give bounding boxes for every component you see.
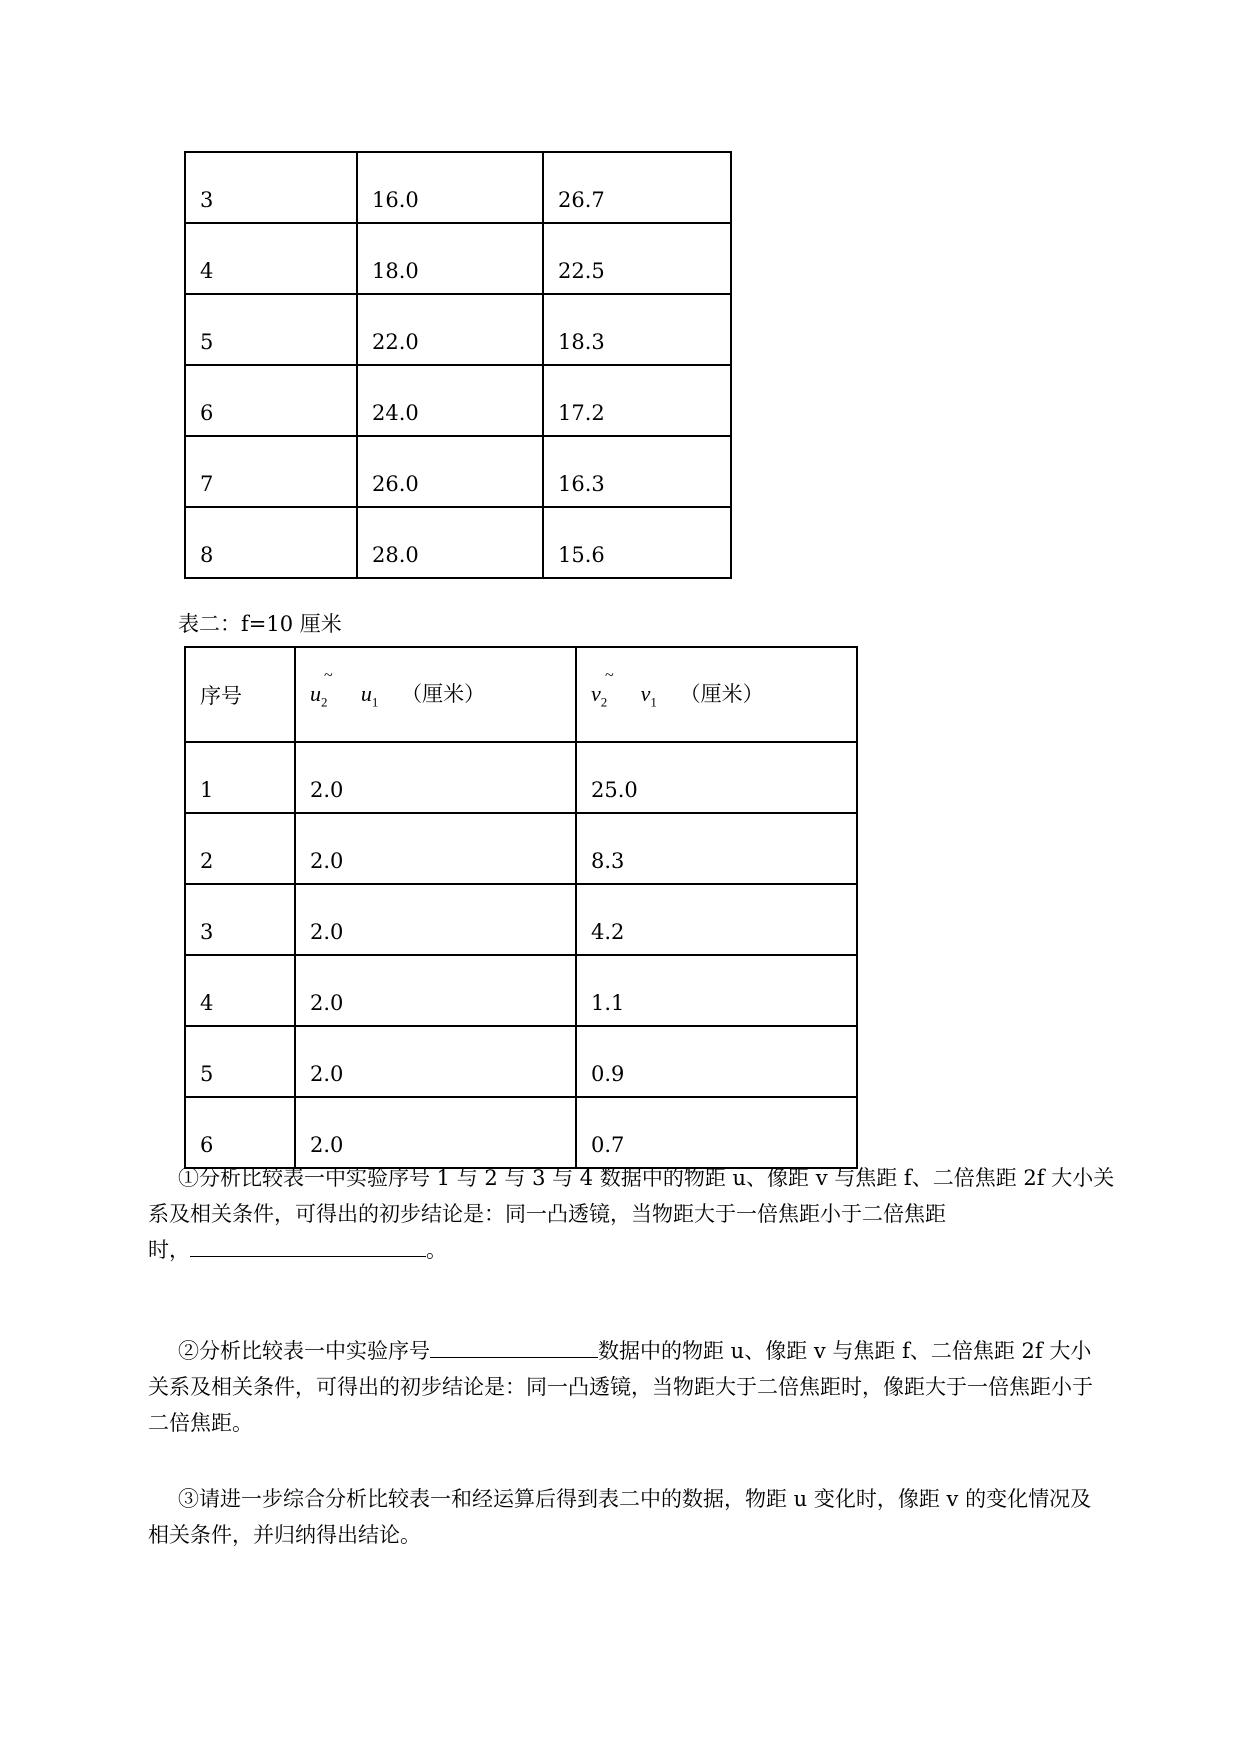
table-row [185, 436, 731, 507]
table-cell: 1 [185, 742, 295, 813]
table-row [185, 884, 857, 955]
answer-blank-1[interactable] [190, 1232, 426, 1257]
table-row [185, 955, 857, 1026]
table-row [185, 742, 857, 813]
table-cell: 4 [185, 955, 295, 1026]
table2-caption: 表二：f=10 厘米 [178, 612, 342, 636]
table-cell: 4.2 [576, 884, 857, 955]
table-cell: 17.2 [543, 365, 731, 436]
header-v-unit: （厘米） [679, 682, 764, 707]
question-3: ③请进一步综合分析比较表一和经运算后得到表二中的数据，物距 u 变化时，像距 v 的变化情况及 相关条件，并归纳得出结论。 [148, 1487, 1092, 1547]
table-cell: 2.0 [295, 1026, 576, 1097]
table-cell: 2.0 [295, 813, 576, 884]
u1-symbol: $u_1$ [360, 681, 379, 710]
header-u-unit: （厘米） [401, 682, 486, 707]
table-cell: 18.0 [357, 223, 543, 294]
table-cell: 25.0 [576, 742, 857, 813]
table-cell: 18.3 [543, 294, 731, 365]
table-cell: 6 [185, 1097, 295, 1168]
table-cell: 16.3 [543, 436, 731, 507]
header-index: 序号 [185, 647, 295, 742]
table-cell: 0.9 [576, 1026, 857, 1097]
table-cell: 22.0 [357, 294, 543, 365]
table-cell: 24.0 [357, 365, 543, 436]
table-cell: 5 [185, 1026, 295, 1097]
table-row [185, 294, 731, 365]
table-cell: 5 [185, 294, 357, 365]
table-cell: 3 [185, 152, 357, 223]
table-row [185, 365, 731, 436]
table-cell: 3 [185, 884, 295, 955]
table-row [185, 507, 731, 578]
table-row [185, 152, 731, 223]
table-row [185, 1097, 857, 1168]
data-table-2 [184, 646, 858, 1169]
table-row [185, 223, 731, 294]
table-cell: 8 [185, 507, 357, 578]
table-row [185, 813, 857, 884]
table-cell: 7 [185, 436, 357, 507]
table-cell: 2.0 [295, 955, 576, 1026]
table-cell: 2 [185, 813, 295, 884]
question-1: ①分析比较表一中实验序号 1 与 2 与 3 与 4 数据中的物距 u、像距 v 与焦距 f、二倍焦距 2f 大小关 系及相关条件，可得出的初步结论是：同一凸透镜，当物距大于一倍焦距小于二倍焦距 时， 。 [148, 1166, 1115, 1262]
table-cell: 15.6 [543, 507, 731, 578]
table-cell: 26.7 [543, 152, 731, 223]
table-cell: 16.0 [357, 152, 543, 223]
table-cell: 1.1 [576, 955, 857, 1026]
table-cell: 8.3 [576, 813, 857, 884]
v1-symbol: $v_1$ [640, 681, 657, 710]
data-table-1 [184, 151, 732, 579]
table-cell: 28.0 [357, 507, 543, 578]
table2-header-row [185, 647, 857, 742]
table-cell: 2.0 [295, 1097, 576, 1168]
table-cell: 22.5 [543, 223, 731, 294]
table-cell: 26.0 [357, 436, 543, 507]
header-v-difference [576, 647, 857, 742]
table-cell: 2.0 [295, 742, 576, 813]
v2-symbol: $v_2$ ~ [591, 667, 614, 710]
table-cell: 4 [185, 223, 357, 294]
table-cell: 2.0 [295, 884, 576, 955]
table-cell: 0.7 [576, 1097, 857, 1168]
table-cell: 6 [185, 365, 357, 436]
table-row [185, 1026, 857, 1097]
u2-symbol: $u_2$ ~ [310, 667, 333, 710]
answer-blank-2[interactable] [430, 1333, 598, 1358]
question-2: ②分析比较表一中实验序号 数据中的物距 u、像距 v 与焦距 f、二倍焦距 2f 大小 关系及相关条件，可得出的初步结论是：同一凸透镜，当物距大于二倍焦距时，像距大于一倍焦距小于 二倍焦距。 [148, 1333, 1158, 1441]
header-u-difference [295, 647, 576, 742]
